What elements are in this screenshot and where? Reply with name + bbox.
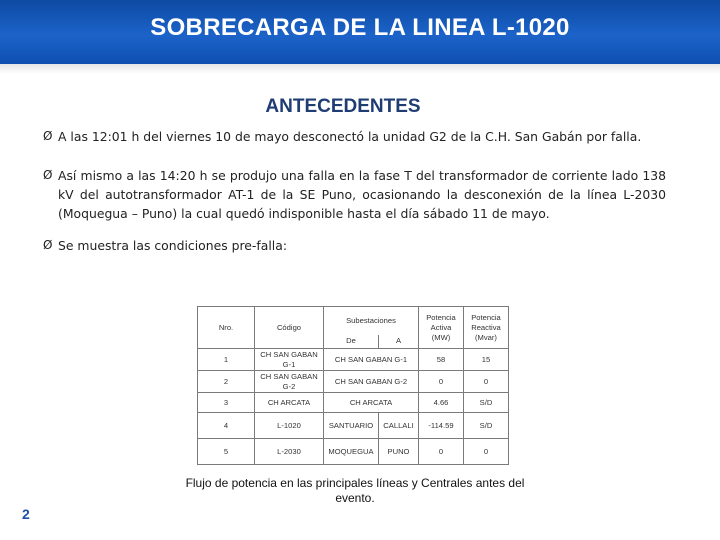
cell-de: CH SAN GABAN G-1	[324, 349, 419, 371]
cell-codigo: CH ARCATA	[255, 393, 324, 413]
cell-mw: 0	[419, 371, 464, 393]
cell-mw: -114.59	[419, 413, 464, 439]
cell-de: CH ARCATA	[324, 393, 419, 413]
header-de: De	[324, 335, 379, 349]
header-shadow	[0, 64, 720, 74]
cell-de: CH SAN GABAN G-2	[324, 371, 419, 393]
bullet-text: A las 12:01 h del viernes 10 de mayo desconectó la unidad G2 de la C.H. San Gabán por falla.	[58, 129, 642, 144]
cell-de: MOQUEGUA	[324, 439, 379, 465]
table-header-row	[198, 307, 509, 335]
bullet-item	[44, 236, 666, 255]
cell-nro: 3	[198, 393, 255, 413]
table-row	[198, 349, 509, 371]
slide-header	[0, 0, 720, 64]
cell-a: CALLALI	[379, 413, 419, 439]
table-row	[198, 439, 509, 465]
cell-codigo: L-2030	[255, 439, 324, 465]
header-potencia-reactiva: Potencia Reactiva (Mvar)	[464, 307, 509, 349]
table-row	[198, 371, 509, 393]
cell-nro: 2	[198, 371, 255, 393]
header-a: A	[379, 335, 419, 349]
cell-mvar: S/D	[464, 393, 509, 413]
bullet-arrow-icon: Ø	[43, 238, 53, 252]
header-potencia-activa: Potencia Activa (MW)	[419, 307, 464, 349]
cell-mw: 58	[419, 349, 464, 371]
bullet-item	[44, 166, 666, 223]
bullet-arrow-icon: Ø	[43, 168, 53, 182]
slide-title: SOBRECARGA DE LA LINEA L-1020	[150, 14, 570, 41]
cell-nro: 1	[198, 349, 255, 371]
bullet-arrow-icon: Ø	[43, 129, 53, 143]
cell-mvar: 15	[464, 349, 509, 371]
cell-codigo: CH SAN GABAN G-1	[255, 349, 324, 371]
cell-nro: 4	[198, 413, 255, 439]
page-number: 2	[22, 506, 30, 522]
header-subestaciones: Subestaciones	[324, 307, 419, 335]
cell-a: PUNO	[379, 439, 419, 465]
cell-mvar: S/D	[464, 413, 509, 439]
section-title: ANTECEDENTES	[265, 96, 421, 117]
cell-nro: 5	[198, 439, 255, 465]
table-row	[198, 413, 509, 439]
bullet-item	[44, 127, 666, 146]
cell-mvar: 0	[464, 439, 509, 465]
table-row	[198, 393, 509, 413]
power-flow-table	[197, 306, 509, 465]
cell-mvar: 0	[464, 371, 509, 393]
cell-codigo: L-1020	[255, 413, 324, 439]
header-nro: Nro.	[198, 307, 255, 349]
bullet-text: Así mismo a las 14:20 h se produjo una falla en la fase T del transformador de corriente lado 138 kV del autotransformador AT-1 de la SE Puno, ocasionando la desconexión de la línea L-2030 (Moquegua – Puno) la cual quedó indisponible hasta el día sábado 11 de mayo.	[58, 168, 666, 221]
header-codigo: Código	[255, 307, 324, 349]
table-caption: Flujo de potencia en las principales líneas y Centrales antes del evento.	[185, 476, 525, 505]
cell-de: SANTUARIO	[324, 413, 379, 439]
cell-mw: 4.66	[419, 393, 464, 413]
cell-codigo: CH SAN GABAN G-2	[255, 371, 324, 393]
bullet-text: Se muestra las condiciones pre-falla:	[58, 238, 287, 253]
cell-mw: 0	[419, 439, 464, 465]
